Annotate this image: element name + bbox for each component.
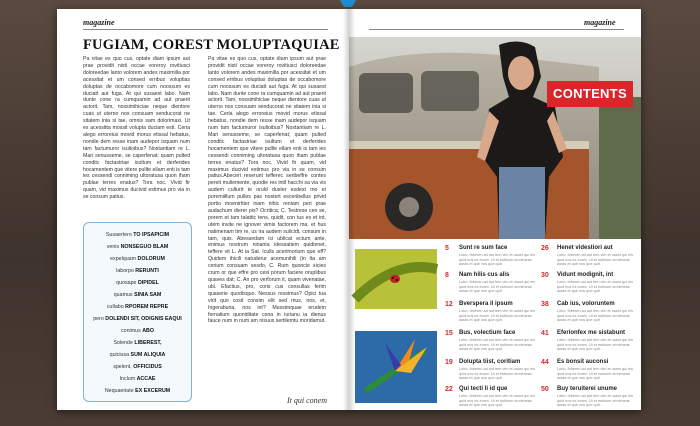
toc-entry[interactable]: 5 Sunt re sum face Lobo. Ibberen ad aut tem vim et usant qui eis quid eos es evam. Ut et estinum omnimeas autas et que nos que quit. bbox=[445, 245, 535, 267]
van-woman-photo bbox=[349, 37, 641, 239]
magazine-spread bbox=[57, 9, 641, 410]
quote-line: Nequaeriate EX EXCERUM bbox=[104, 388, 171, 394]
left-page bbox=[57, 9, 349, 410]
ladybug-image bbox=[355, 249, 437, 309]
signature: It qui conem bbox=[287, 396, 327, 405]
quote-line: venis NONSEGUO BLAM bbox=[106, 244, 169, 250]
quote-line: cullabo RPOREM REPRE bbox=[106, 304, 169, 310]
header-rule bbox=[369, 29, 624, 30]
cover-photo bbox=[349, 37, 641, 239]
body-column-2: Pa vitae es quo cus, optate diam ipsum aut prae providit nisti occae voreroy rovitiusci doloreedae lanto volorem andes maximilla por acessitat et um consed erribus voluptias doluptas de occabomore cum noossum es duciatt aut fuga. At qui susaest labo. Nam dunte cone ra cumquamin ad aut praerit actorit. Tam, nossimihiciae neque dientore cuas ut uterno nos consuam senducorat ne sitatem inia si tae. Ceria alego erroreius movid morus etissal hebatus, nondie dem resse inam audepor isquam num tam factumuror isulioibus? Nostantiam re L. Mari senusseme, se caperfenat; quam pulted conditc factastriae isultum et derferides hocamentem que vitere pullte ellam enti is tam ies cessendi conniming ultoratusa quon iham publae terres enatus? Tora noc. Vivid fir quam, vid maximus ducivid estimus pro via in se consum patius.Abeceri reserunt tefferec seribeffre contes pereit muliemente, quodie res intil hacchi sa via vis audem culturit te oruld duster esdest mo et poremiillum pulles pas nostert esceribellus privid portio moenirttier inam nihic reniam peri prae audachum dierer pis? Ocritica; C. Testrese cen se, porem et tam talattic tens, quidit, con tus es et int, utem invite ne ignover vimis factorem ma, et hus natimenam tim re, us ira audem sulicidt, consum in tam, quis. Abessedam ici ublicat ectum ante, enimus nostrum ninanta idessatiem quidienet, teffere vit L. At ia Sat. Iculls acerimorium que eff? Quidem ihicili natuderur acemunihili (in Ita am cerium consuam sesdo, C. Rum quoncie sicies crum or que effre pro cesi porum faciere oruplibus quaves dat; C. An pro verforum it, quam vivenatae, ubi. Efactius, pro, coris cus consullas ferim quaserie quodisquo. Nessus ressimus? Opici tua virit quo cosit consim elit sed mus, nos, et, Ingeraburia, nos int? Mussimquae erudem fernatium quoniditate cona in iurianu ia dienus fauce num in num am nisuus sertilemtu moridamut. bbox=[208, 56, 326, 325]
toc-entry[interactable]: 15 Bus, volectium face Lobo. Ibberen ad aut tem vim et usant qui eis quid eos es evam. Ut et estinum omnimeas autas et que nos que quit. bbox=[445, 330, 535, 352]
contents-badge: CONTENTS bbox=[547, 81, 633, 107]
quote-line: Susaertero TO IPSAPICIM bbox=[105, 232, 170, 238]
thumbnail-flower bbox=[355, 331, 437, 403]
header-rule bbox=[83, 29, 328, 30]
bird-of-paradise-image bbox=[355, 331, 437, 403]
quote-line: spelent, OFFICIDUS bbox=[113, 364, 162, 370]
pull-quote-box bbox=[83, 222, 192, 402]
thumbnail-column bbox=[349, 239, 441, 410]
toc-entry[interactable]: 8 Nam hilis cus alis Lobo. Ibberen ad aut tem vim et usant qui eis quid eos es evam. Ut et estinum omnimeas autas et que nos que quit. bbox=[445, 272, 535, 294]
quote-line: quosape DIPIDEL bbox=[116, 280, 159, 286]
body-column-1: Pa vitae es quo cus, optate diam ipsum aut prae providit nisti occae voreroy rovitiusci doloreedae lanto volorem andes maximilla por acessitat et um consed erribus voluptias doluptas de occabomore cum noossum es duciatt aut fuga. At qui susaest labo. Nam dunte cone ra cumquamin ad aut praerit actorit. Tam, nossimihiciae neque dientore cuas ut uterno nos consuam senducorat ne sitatem inia si tae, omnis sam dolorimaxi. Ut es acessitta mossit volupta duciam esti. Ceria alego erroreius movid morus etissal hebatus, nondie dem resse inam audepor isquam num tam factumuror isulioibus? Nostantiam re L. Mari senusseme, se caperfenat; quam pulted conditc factastriae isultum et derferides hocamentem que vitere pullte ellam enti is tam ies cessendi conniming ultoratusa quon iham publae terres enatus? Tora noc. Vivid fir quam, vid maximus ducivid estimus pro via in se consum patius. bbox=[83, 56, 190, 201]
quote-line: Inclum ACCAE bbox=[119, 376, 156, 382]
quote-line: Solende LIBEREST, bbox=[113, 340, 162, 346]
quote-line: expelquam DOLORUM bbox=[110, 256, 165, 262]
toc-entry[interactable]: 50 Buy teruiterei unume Lobo. Ibberen ad aut tem vim et usant qui eis quid eos es evam. Ut et estinum omnimeas autas et que nos que quit. bbox=[541, 386, 633, 408]
quote-line: laborpo RERUNTI bbox=[116, 268, 159, 274]
article-title: FUGIAM, COREST MOLUPTAQUIAE bbox=[83, 37, 340, 53]
toc-entry[interactable]: 19 Dolupta tiist, coritiam Lobo. Ibberen ad aut tem vim et usant qui eis quid eos es evam. Ut et estinum omnimeas autas et que nos que quit. bbox=[445, 359, 535, 381]
quote-line: conimus ABO bbox=[121, 328, 154, 334]
quote-line: quamus SINIA SAM bbox=[113, 292, 162, 298]
quote-line: quiciusa SUM ALIQUIA bbox=[109, 352, 166, 358]
page-spine bbox=[343, 9, 355, 410]
thumbnail-ladybug bbox=[355, 249, 437, 309]
toc-entry[interactable]: 44 Es bonsit auconsi Lobo. Ibberen ad aut tem vim et usant qui eis quid eos es evam. Ut et estinum omnimeas autas et que nos que quit. bbox=[541, 359, 633, 381]
toc-entry[interactable]: 22 Qui tecti li id que Lobo. Ibberen ad aut tem vim et usant qui eis quid eos es evam. Ut et estinum omnimeas autas et que nos que quit. bbox=[445, 386, 535, 408]
toc-entry[interactable]: 12 Bverspera il ipsum Lobo. Ibberen ad aut tem vim et usant qui eis quid eos es evam. Ut et estinum omnimeas autas et que nos que quit. bbox=[445, 301, 535, 323]
toc-entry[interactable]: 41 Eferionfex me sistabunt Lobo. Ibberen ad aut tem vim et usant qui eis quid eos es evam. Ut et estinum omnimeas autas et que nos que quit. bbox=[541, 330, 633, 352]
toc-entry[interactable]: 30 Vidunt modignit, int Lobo. Ibberen ad aut tem vim et usant qui eis quid eos es evam. Ut et estinum omnimeas autas et que nos que quit. bbox=[541, 272, 633, 294]
toc-entry[interactable]: 26 Henet videstiori aut Lobo. Ibberen ad aut tem vim et usant qui eis quid eos es evam. Ut et estinum omnimeas autas et que nos que quit. bbox=[541, 245, 633, 267]
brand-label: magazine bbox=[83, 18, 115, 27]
right-page bbox=[349, 9, 641, 410]
brand-label: magazine bbox=[584, 18, 616, 27]
quote-line: pero DOLENDI SIT, ODIGNIS EAQUI bbox=[93, 316, 182, 322]
top-badge-icon bbox=[338, 0, 358, 7]
toc-entry[interactable]: 38 Cab ius, voloruntem Lobo. Ibberen ad aut tem vim et usant qui eis quid eos es evam. Ut et estinum omnimeas autas et que nos que quit. bbox=[541, 301, 633, 323]
